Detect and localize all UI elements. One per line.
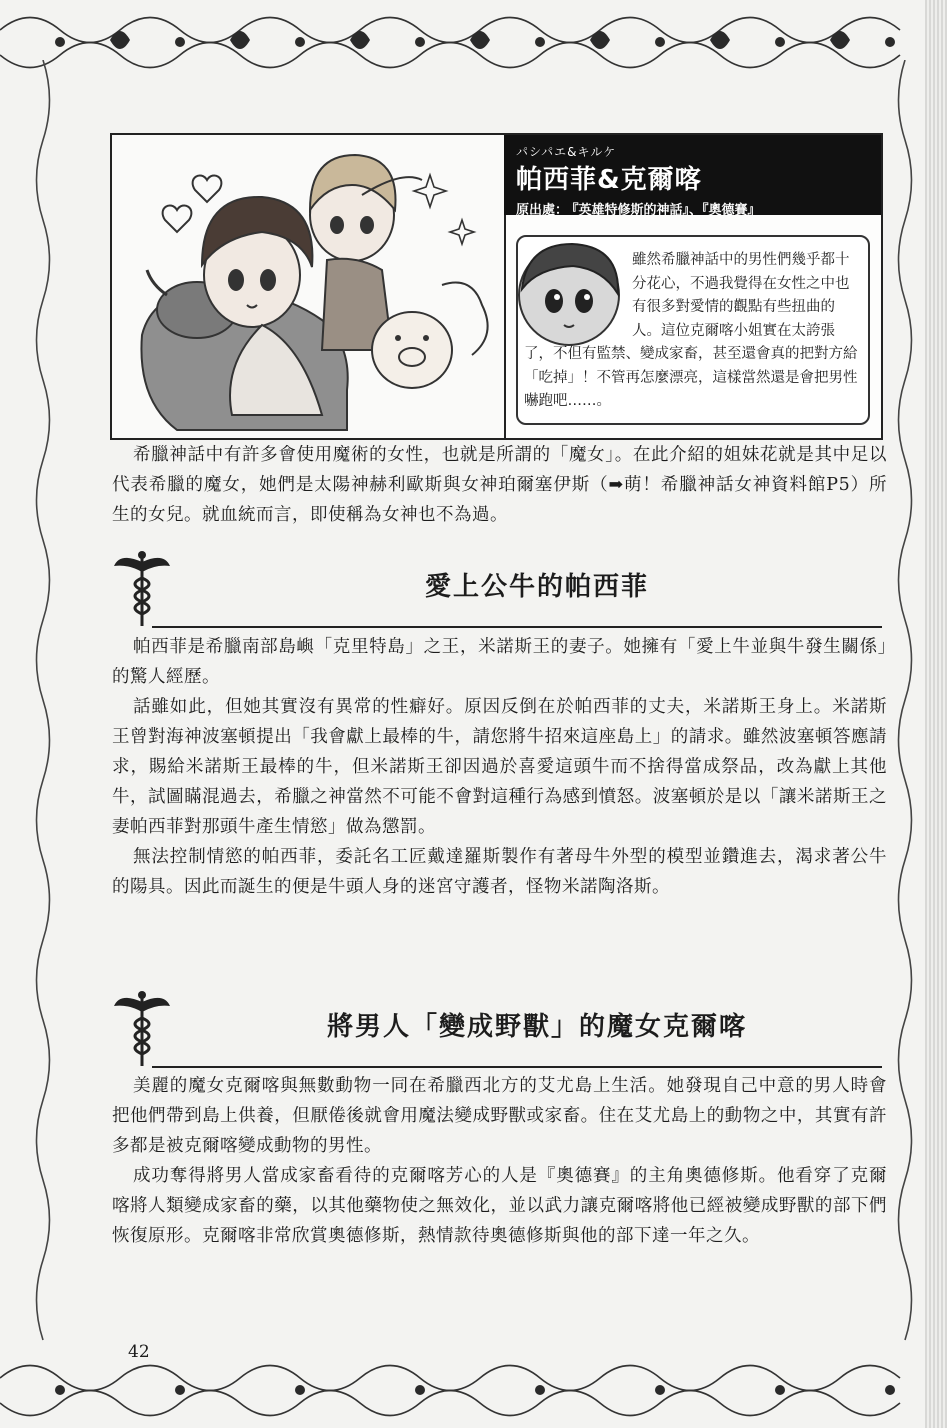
section-heading-1 [112,548,882,628]
character-header [504,135,881,218]
caduceus-icon [112,548,172,628]
paragraph: 美麗的魔女克爾喀與無數動物一同在希臘西北方的艾尤島上生活。她發現自己中意的男人時會把他們帶到島上供養，但厭倦後就會用魔法變成野獸或家畜。住在艾尤島上的動物之中，其實有許多都是被克爾喀變成動物的男性。 [112,1076,887,1156]
character-panel [110,133,883,440]
chibi-illustration-icon [112,135,506,438]
ornament-left-border-icon [28,60,58,1370]
section-heading-2 [112,988,882,1068]
section-body-2 [112,1071,887,1251]
ornament-top-border-icon [0,0,925,95]
ornament-right-border-icon [890,60,920,1370]
page-number: 42 [128,1342,150,1362]
section-body-1 [112,632,887,902]
comment-body: 雖然希臘神話中的男性們幾乎都十分花心，不過我覺得在女性之中也有很多對愛情的觀點有些扭曲的人。這位克爾喀小姐實在太誇張了，不但有監禁、變成家畜，甚至還會真的把對方給「吃掉」！不管再怎麼漂亮，這樣當然還是會把男性嚇跑吧……。 [524,252,858,409]
paragraph: 無法控制情慾的帕西菲，委託名工匠戴達羅斯製作有著母牛外型的模型並鑽進去，渴求著公牛的陽具。因此而誕生的便是牛頭人身的迷宮守護者，怪物米諾陶洛斯。 [112,847,887,897]
page-stack-edge [925,0,947,1428]
section-title: 愛上公牛的帕西菲 [424,572,649,602]
source-line [516,199,761,218]
comment-box [516,235,870,425]
section-rule [152,626,882,628]
page-title: 帕西菲&克爾喀 [516,165,702,195]
paragraph: 話雖如此，但她其實沒有異常的性癖好。原因反倒在於帕西菲的丈夫，米諾斯王身上。米諾斯王曾對海神波塞頓提出「我會獻上最棒的牛，請您將牛招來這座島上」的請求。雖然波塞頓答應請求，賜給米諾斯王最棒的牛，但米諾斯王卻因過於喜愛這頭牛而不捨得當成祭品，改為獻上其他牛，試圖瞞混過去，希臘之神當然不可能不會對這種行為感到憤怒。波塞頓於是以「讓米諾斯王之妻帕西菲對那頭牛產生情慾」做為懲罰。 [112,697,887,837]
caduceus-icon [112,988,172,1068]
section-title: 將男人「變成野獸」的魔女克爾喀 [326,1012,747,1042]
source-value: 『英雄特修斯的神話』、『奧德賽』 [572,203,761,218]
kana-name: パシパエ&キルケ [516,145,617,159]
intro-text: 希臘神話中有許多會使用魔術的女性，也就是所謂的「魔女」。在此介紹的姐妹花就是其中足以代表希臘的魔女，她們是太陽神赫利歐斯與女神珀爾塞伊斯（➡萌！希臘神話女神資料館P5）所生的女兒。就血統而言，即使稱為女神也不為過。 [112,445,887,525]
intro-paragraph [112,440,887,530]
paragraph: 帕西菲是希臘南部島嶼「克里特島」之王，米諾斯王的妻子。她擁有「愛上牛並與牛發生關係」的驚人經歷。 [112,637,887,687]
paragraph: 成功奪得將男人當成家畜看待的克爾喀芳心的人是『奧德賽』的主角奧德修斯。他看穿了克爾喀將人類變成家畜的藥，以其他藥物使之無效化，並以武力讓克爾喀將他已經被變成野獸的部下們恢復原形。克爾喀非常欣賞奧德修斯，熱情款待奧德修斯與他的部下達一年之久。 [112,1166,887,1246]
comment-text [524,249,862,414]
source-label: 原出處： [516,203,569,218]
section-rule [152,1066,882,1068]
